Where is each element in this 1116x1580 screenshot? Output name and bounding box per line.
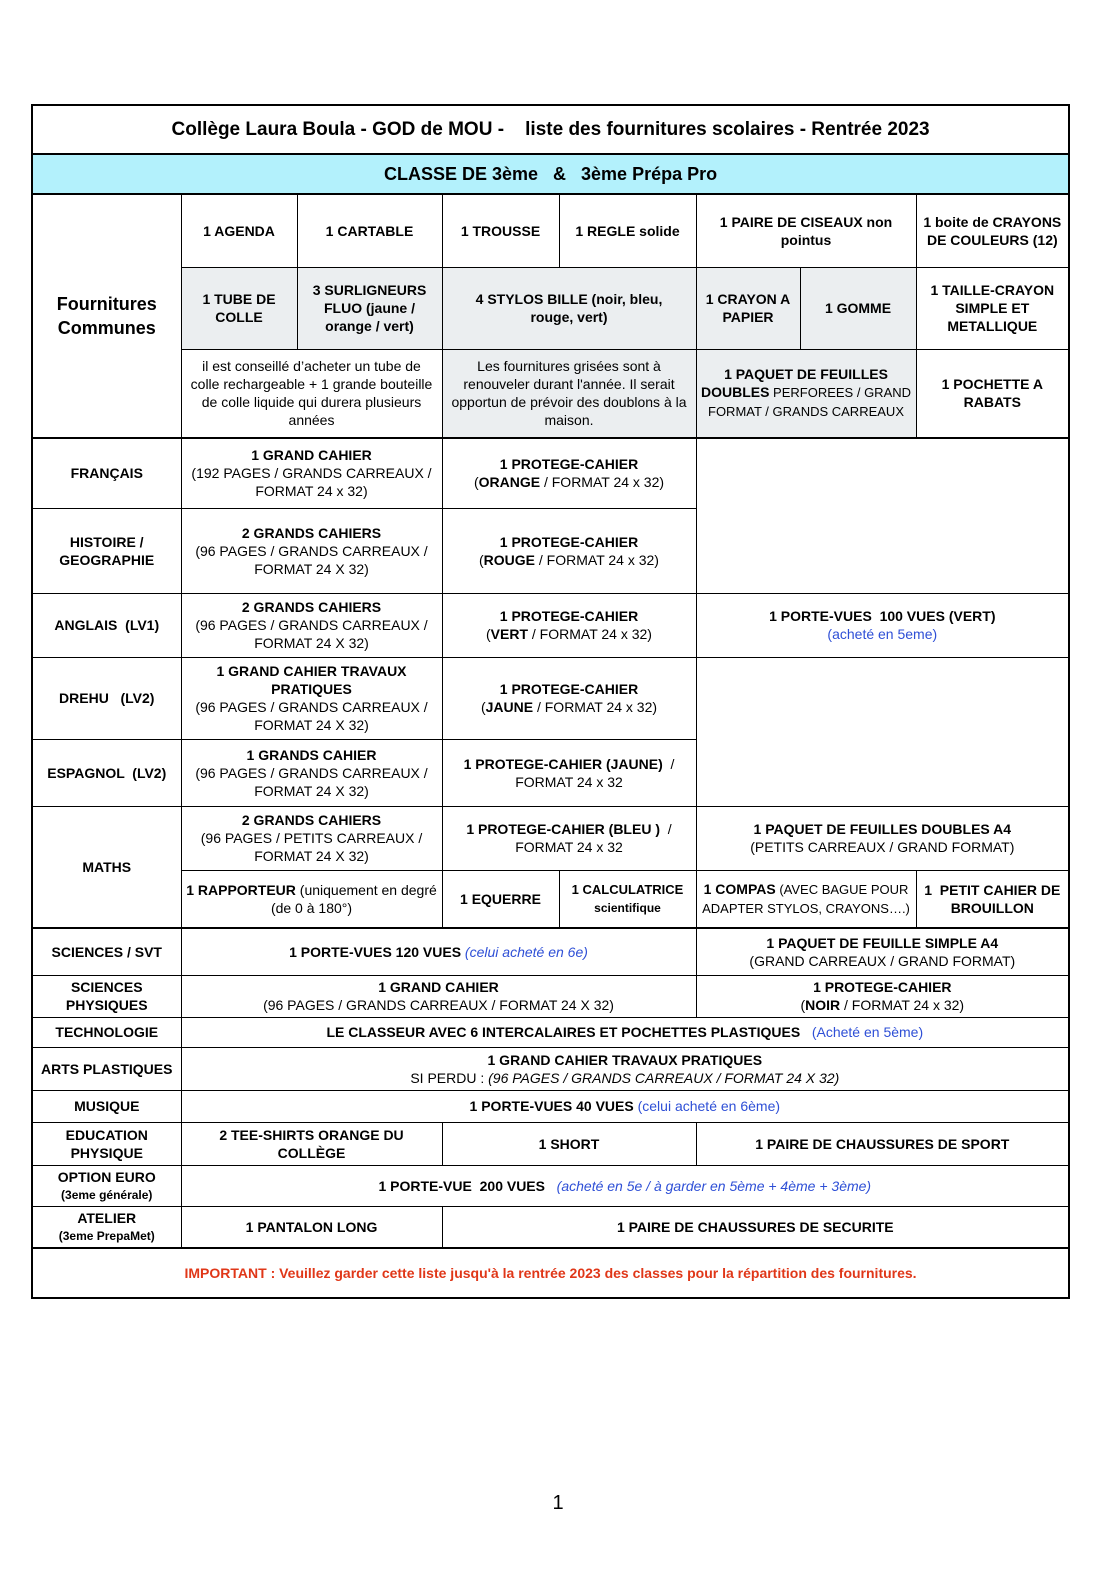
- musique-note: (celui acheté en 6ème): [633, 1098, 781, 1114]
- rapporteur-title: 1 RAPPORTEUR: [186, 881, 296, 898]
- euro-portevue: 1 PORTE-VUE 200 VUES: [378, 1177, 545, 1194]
- cahier-detail: (96 PAGES / GRANDS CARREAUX / FORMAT 24 X 32): [195, 542, 428, 577]
- cahier-title: 1 GRANDS CAHIER: [246, 746, 377, 763]
- maths-compas: [696, 870, 916, 928]
- cahier-detail: (96 PAGES / GRANDS CARREAUX / FORMAT 24 X 32): [195, 764, 428, 799]
- subject-maths: MATHS: [32, 806, 181, 928]
- technologie-item: [181, 1017, 1069, 1047]
- common-item: 1 AGENDA: [181, 194, 297, 267]
- cahier-title: 2 GRANDS CAHIERS: [241, 812, 382, 828]
- subject-eps: EDUCATION PHYSIQUE: [32, 1122, 181, 1165]
- common-item-grey: 1 GOMME: [800, 267, 916, 349]
- histoire-cahier: [181, 508, 442, 593]
- protege-detail: (NOIR / FORMAT 24 x 32): [800, 997, 965, 1013]
- cahier-title: 1 GRAND CAHIER: [251, 447, 372, 464]
- common-item-grey: 1 CRAYON A PAPIER: [696, 267, 800, 349]
- common-item-grey: 1 TUBE DE COLLE: [181, 267, 297, 349]
- portevues-note: (acheté en 5eme): [827, 626, 938, 642]
- paquet-detail: (GRAND CARREAUX / GRAND FORMAT): [749, 952, 1016, 969]
- protege-title: 1 PROTEGE-CAHIER: [499, 681, 639, 697]
- maths-protege: [442, 806, 696, 870]
- atelier-label: ATELIER: [77, 1209, 137, 1226]
- calculatrice-title: 1 CALCULATRICE: [571, 881, 684, 897]
- paquet-detail: (PETITS CARREAUX / GRAND FORMAT): [750, 839, 1015, 855]
- euro-label: OPTION EURO: [57, 1168, 156, 1185]
- subject-francais: FRANÇAIS: [32, 438, 181, 508]
- anglais-cahier: [181, 593, 442, 657]
- francais-cahier: [181, 438, 442, 508]
- protege-detail: (ROUGE / FORMAT 24 x 32): [479, 551, 659, 568]
- protege-title: 1 PROTEGE-CAHIER: [499, 456, 639, 473]
- technologie-note: (Acheté en 5ème): [804, 1024, 924, 1040]
- anglais-portevues: [696, 593, 1069, 657]
- euro-note: (acheté en 5e / à garder en 5ème + 4ème + 3ème): [545, 1177, 872, 1194]
- arts-item: [181, 1047, 1069, 1090]
- cahier-detail: (96 PAGES / PETITS CARREAUX / FORMAT 24 X 32): [200, 830, 423, 864]
- svt-paquet: [696, 928, 1069, 975]
- euro-item: [181, 1165, 1069, 1206]
- protege-title: 1 PROTEGE-CAHIER (JAUNE): [463, 755, 663, 772]
- common-item: 1 boite de CRAYONS DE COULEURS (12): [916, 194, 1069, 267]
- glue-advice-note: il est conseillé d’acheter un tube de colle rechargeable + 1 grande bouteille de colle liquide qui durera plusieurs années: [181, 349, 442, 438]
- atelier-sublabel: (3eme PrepaMet): [58, 1228, 155, 1243]
- espagnol-protege: [442, 739, 696, 806]
- cahier-detail: (96 PAGES / GRANDS CARREAUX / FORMAT 24 X 32): [195, 699, 428, 733]
- common-item: 1 REGLE solide: [559, 194, 696, 267]
- eps-item: 1 SHORT: [442, 1122, 696, 1165]
- cahier-title: 1 GRAND CAHIER: [378, 979, 499, 995]
- paquet-title: 1 PAQUET DE FEUILLES DOUBLES A4: [753, 821, 1012, 837]
- musique-item: [181, 1090, 1069, 1122]
- subject-atelier: [32, 1206, 181, 1248]
- important-note: IMPORTANT : Veuillez garder cette liste jusqu'à la rentrée 2023 des classes pour la répartition des fournitures.: [32, 1248, 1069, 1298]
- paquet-title: 1 PAQUET DE FEUILLE SIMPLE A4: [766, 934, 999, 951]
- rapporteur-detail: (uniquement en degré (de 0 à 180°): [270, 881, 437, 916]
- anglais-protege: [442, 593, 696, 657]
- subject-arts: ARTS PLASTIQUES: [32, 1047, 181, 1090]
- portevues-title: 1 PORTE-VUES 100 VUES (VERT): [769, 608, 996, 624]
- subject-histoire: HISTOIRE / GEOGRAPHIE: [32, 508, 181, 593]
- supply-table: [31, 104, 1070, 1299]
- subject-espagnol: ESPAGNOL (LV2): [32, 739, 181, 806]
- empty-cell: [696, 657, 1069, 806]
- subject-anglais: ANGLAIS (LV1): [32, 593, 181, 657]
- protege-detail: (JAUNE / FORMAT 24 x 32): [480, 699, 658, 715]
- francais-protege: [442, 438, 696, 508]
- atelier-item: 1 PANTALON LONG: [181, 1206, 442, 1248]
- subject-technologie: TECHNOLOGIE: [32, 1017, 181, 1047]
- drehu-cahier: [181, 657, 442, 739]
- folder-item: 1 POCHETTE A RABATS: [916, 349, 1069, 438]
- maths-rapporteur: [181, 870, 442, 928]
- double-sheets-title: 1 PAQUET DE FEUILLES DOUBLES: [700, 366, 888, 401]
- double-sheets-pack: [696, 349, 916, 438]
- subject-musique: MUSIQUE: [32, 1090, 181, 1122]
- cahier-detail: (96 PAGES / GRANDS CARREAUX / FORMAT 24 X 32): [195, 617, 428, 651]
- technologie-classeur: LE CLASSEUR AVEC 6 INTERCALAIRES ET POCHETTES PLASTIQUES: [326, 1024, 805, 1040]
- drehu-protege: [442, 657, 696, 739]
- double-sheets-detail: PERFOREES / GRAND FORMAT / GRANDS CARREAUX: [708, 385, 912, 420]
- arts-cahier-detail: SI PERDU : (96 PAGES / GRANDS CARREAUX / FORMAT 24 X 32): [410, 1069, 840, 1086]
- compas-title: 1 COMPAS: [703, 880, 776, 897]
- espagnol-cahier: [181, 739, 442, 806]
- cahier-title: 2 GRANDS CAHIERS: [241, 524, 382, 541]
- maths-equerre: 1 EQUERRE: [442, 870, 559, 928]
- common-supplies-label: Fournitures Communes: [32, 194, 181, 438]
- empty-cell: [696, 438, 1069, 593]
- common-item-grey: 3 SURLIGNEURS FLUO (jaune / orange / vert): [297, 267, 442, 349]
- maths-cahier: [181, 806, 442, 870]
- protege-title: 1 PROTEGE-CAHIER: [499, 533, 639, 550]
- protege-title: 1 PROTEGE-CAHIER (BLEU ): [466, 821, 660, 837]
- subject-drehu: DREHU (LV2): [32, 657, 181, 739]
- protege-title: 1 PROTEGE-CAHIER: [813, 979, 952, 995]
- common-item: 1 CARTABLE: [297, 194, 442, 267]
- page-number: 1: [552, 1492, 564, 1514]
- physique-protege: [696, 975, 1069, 1017]
- maths-brouillon: 1 PETIT CAHIER DE BROUILLON: [916, 870, 1069, 928]
- common-item: 1 TAILLE-CRAYON SIMPLE ET METALLIQUE: [916, 267, 1069, 349]
- maths-paquet: [696, 806, 1069, 870]
- subject-physique: SCIENCES PHYSIQUES: [32, 975, 181, 1017]
- eps-item: 1 PAIRE DE CHAUSSURES DE SPORT: [696, 1122, 1069, 1165]
- physique-cahier: [181, 975, 696, 1017]
- subject-svt: SCIENCES / SVT: [32, 928, 181, 975]
- protege-detail: / FORMAT 24 x 32: [515, 755, 679, 790]
- portevues-note: (celui acheté en 6e): [461, 943, 588, 960]
- protege-title: 1 PROTEGE-CAHIER: [499, 608, 639, 624]
- common-item: 1 PAIRE DE CISEAUX non pointus: [696, 194, 916, 267]
- protege-detail: (ORANGE / FORMAT 24 x 32): [473, 474, 665, 491]
- page-title: Collège Laura Boula - GOD de MOU - liste des fournitures scolaires - Rentrée 2023: [32, 105, 1069, 154]
- common-item-grey: 4 STYLOS BILLE (noir, bleu, rouge, vert): [442, 267, 696, 349]
- compas-detail: (AVEC BAGUE POUR ADAPTER STYLOS, CRAYONS….): [702, 881, 910, 916]
- eps-item: 2 TEE-SHIRTS ORANGE DU COLLÈGE: [181, 1122, 442, 1165]
- cahier-title: 1 GRAND CAHIER TRAVAUX PRATIQUES: [216, 663, 407, 697]
- euro-sublabel: (3eme générale): [61, 1187, 153, 1202]
- protege-detail: / FORMAT 24 x 32: [515, 821, 676, 855]
- arts-cahier-title: 1 GRAND CAHIER TRAVAUX PRATIQUES: [487, 1051, 763, 1068]
- calculatrice-detail: scientifique: [594, 900, 661, 915]
- svt-portevues: [181, 928, 696, 975]
- cahier-title: 2 GRANDS CAHIERS: [241, 599, 382, 615]
- portevues-title: 1 PORTE-VUES 120 VUES: [289, 943, 462, 960]
- cahier-detail: (192 PAGES / GRANDS CARREAUX / FORMAT 24 x 32): [191, 465, 432, 500]
- musique-portevues: 1 PORTE-VUES 40 VUES: [469, 1098, 634, 1114]
- maths-calculatrice: [559, 870, 696, 928]
- cahier-detail: (96 PAGES / GRANDS CARREAUX / FORMAT 24 X 32): [263, 997, 614, 1013]
- subject-euro: [32, 1165, 181, 1206]
- protege-detail: (VERT / FORMAT 24 x 32): [486, 626, 652, 642]
- class-title: CLASSE DE 3ème & 3ème Prépa Pro: [32, 154, 1069, 194]
- grey-supplies-note: Les fournitures grisées sont à renouveler durant l'année. Il serait opportun de prévoir des doublons à la maison.: [442, 349, 696, 438]
- common-item: 1 TROUSSE: [442, 194, 559, 267]
- supply-list-sheet: [31, 104, 1068, 1299]
- atelier-item: 1 PAIRE DE CHAUSSURES DE SECURITE: [442, 1206, 1069, 1248]
- histoire-protege: [442, 508, 696, 593]
